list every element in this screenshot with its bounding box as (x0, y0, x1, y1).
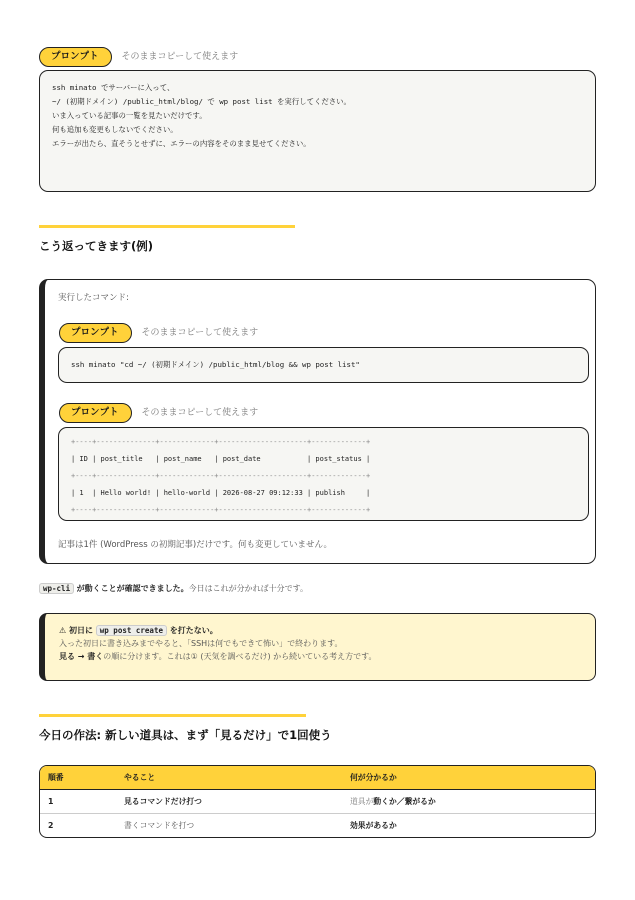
code-line: エラーが出たら、直そうとせずに、エラーの内容をそのまま見せてください。 (52, 139, 311, 148)
confirm-rest: 今日はこれが分かれば十分です。 (188, 584, 308, 593)
command-code-block[interactable] (58, 347, 589, 383)
inline-code: wp-cli (39, 583, 74, 594)
cell-num: 2 (48, 821, 54, 830)
cell-num: 1 (40, 790, 116, 814)
col-header: 何が分かるか (342, 766, 595, 790)
prompt-badge: プロンプト (59, 403, 132, 423)
cell-result-bold: 動くか／繋がるか (373, 797, 436, 806)
section-rule (39, 714, 306, 717)
prompt-badge: プロンプト (59, 323, 132, 343)
code-line: ssh minato "cd ~/ (初期ドメイン) /public_html/blog && wp post list" (71, 360, 360, 369)
section-heading-example: こう返ってきます(例) (39, 239, 154, 253)
warning-callout (39, 613, 596, 681)
code-line: | ID | post_title | post_name | post_date | post_status | (71, 455, 371, 463)
inline-code: wp post create (96, 625, 167, 636)
table-row (40, 814, 595, 837)
copy-note: そのままコピーして使えます (141, 328, 259, 338)
warning-line-1: 入った初日に書き込みまでやると、「SSHは何でもできて怖い」で終わります。 (59, 639, 343, 648)
copy-note: そのままコピーして使えます (141, 408, 259, 418)
output-code-block[interactable] (58, 427, 589, 521)
cell-action: 書くコマンドを打つ (124, 821, 195, 830)
steps-table (39, 765, 596, 838)
example-panel (39, 279, 596, 564)
cell-result (342, 814, 595, 837)
cell-result-bold: 効果があるか (350, 821, 397, 830)
col-header: 順番 (40, 766, 116, 790)
code-line: ~/ (初期ドメイン) /public_html/blog/ で wp post list を実行してください。 (52, 97, 351, 106)
warning-icon: ⚠ (59, 626, 67, 635)
prompt-header-2 (59, 320, 258, 343)
prompt-header-3 (59, 400, 258, 423)
warning-line-2-bold: 見る → 書く (59, 652, 104, 661)
warning-line-2-rest: の順に分けます。これは① (天気を調べるだけ) から続いている考え方です。 (103, 652, 377, 661)
code-line: いま入っている記事の一覧を見たいだけです。 (52, 111, 207, 120)
executed-label: 実行したコマンド: (58, 293, 129, 303)
warning-title (59, 624, 581, 637)
code-line: +----+--------------+-------------+---------------------+-------------+ (71, 472, 371, 480)
section-heading-rule: 今日の作法: 新しい道具は、まず「見るだけ」で1回使う (39, 728, 332, 742)
warning-line-2 (59, 650, 581, 663)
prompt-code-block-1[interactable] (39, 70, 596, 192)
table-row (40, 790, 595, 814)
warning-title-pre: 初日に (68, 626, 93, 635)
code-line: +----+--------------+-------------+---------------------+-------------+ (71, 438, 371, 446)
table-header-row (40, 766, 595, 790)
code-line: +----+--------------+-------------+---------------------+-------------+ (71, 506, 371, 514)
confirm-bold: が動くことが確認できました。 (76, 584, 189, 593)
prompt-badge: プロンプト (39, 47, 112, 67)
col-header: やること (116, 766, 342, 790)
cell-result-pre: 道具が (350, 797, 374, 806)
code-line: | 1 | Hello world! | hello-world | 2026-08-27 09:12:33 | publish | (71, 489, 371, 497)
cell-result (342, 790, 595, 814)
example-footer-note: 記事は1件 (WordPress の初期記事)だけです。何も変更していません。 (58, 540, 332, 550)
code-line: 何も追加も変更もしないでください。 (52, 125, 178, 134)
confirm-line (39, 583, 308, 594)
code-line: ssh minato でサーバーに入って、 (52, 83, 175, 92)
warning-title-post: を打たない。 (169, 626, 218, 635)
copy-note: そのままコピーして使えます (121, 52, 239, 62)
section-rule (39, 225, 295, 228)
prompt-header-1 (39, 44, 238, 67)
cell-action: 見るコマンドだけ打つ (116, 790, 342, 814)
